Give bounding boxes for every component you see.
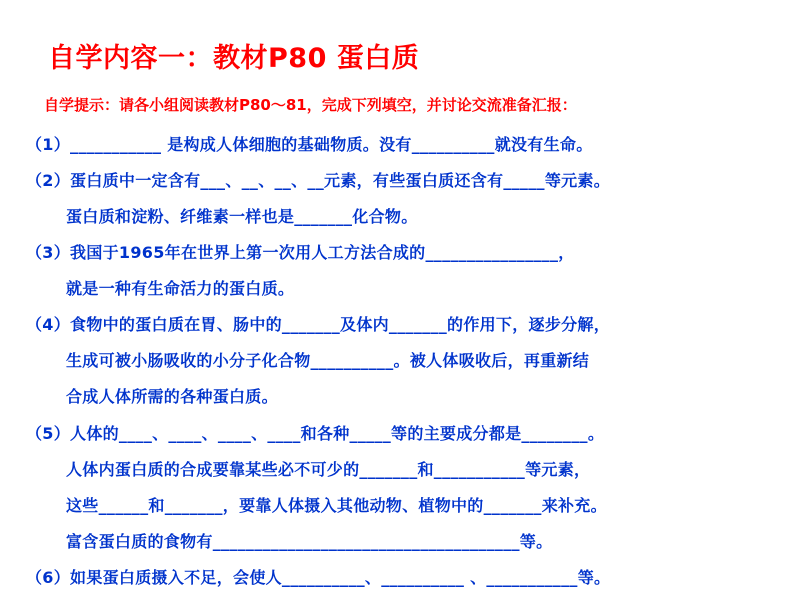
question-2-continued: 蛋白质和淀粉、纤维素一样也是_______化合物。 xyxy=(66,207,418,226)
question-5: （5）人体的____、____、____、____和各种_____等的主要成分都是________。 xyxy=(26,424,605,443)
question-3-continued: 就是一种有生命活力的蛋白质。 xyxy=(66,279,295,298)
question-4-continued-2: 合成人体所需的各种蛋白质。 xyxy=(66,387,278,406)
question-5-continued-2: 这些______和_______，要靠人体摄入其他动物、植物中的_______来补充。 xyxy=(66,496,607,515)
question-5-continued-1: 人体内蛋白质的合成要靠某些必不可少的_______和___________等元素， xyxy=(66,460,591,479)
question-1: （1）___________ 是构成人体细胞的基础物质。没有__________就没有生命。 xyxy=(26,135,593,154)
question-4: （4）食物中的蛋白质在胃、肠中的_______及体内_______的作用下，逐步分解， xyxy=(26,315,611,334)
question-3: （3）我国于1965年在世界上第一次用人工方法合成的________________， xyxy=(26,243,575,262)
question-5-continued-3: 富含蛋白质的食物有_____________________________________等。 xyxy=(66,532,553,551)
page-title: 自学内容一：教材P80 蛋白质 xyxy=(48,43,420,74)
study-hint: 自学提示：请各小组阅读教材P80～81，完成下列填空，并讨论交流准备汇报： xyxy=(44,96,577,114)
question-4-continued-1: 生成可被小肠吸收的小分子化合物__________。被人体吸收后，再重新结 xyxy=(66,351,590,370)
question-2: （2）蛋白质中一定含有___、__、__、__元素，有些蛋白质还含有_____等元素。 xyxy=(26,171,611,190)
question-6: （6）如果蛋白质摄入不足，会使人__________、__________ 、___________等。 xyxy=(26,568,611,587)
